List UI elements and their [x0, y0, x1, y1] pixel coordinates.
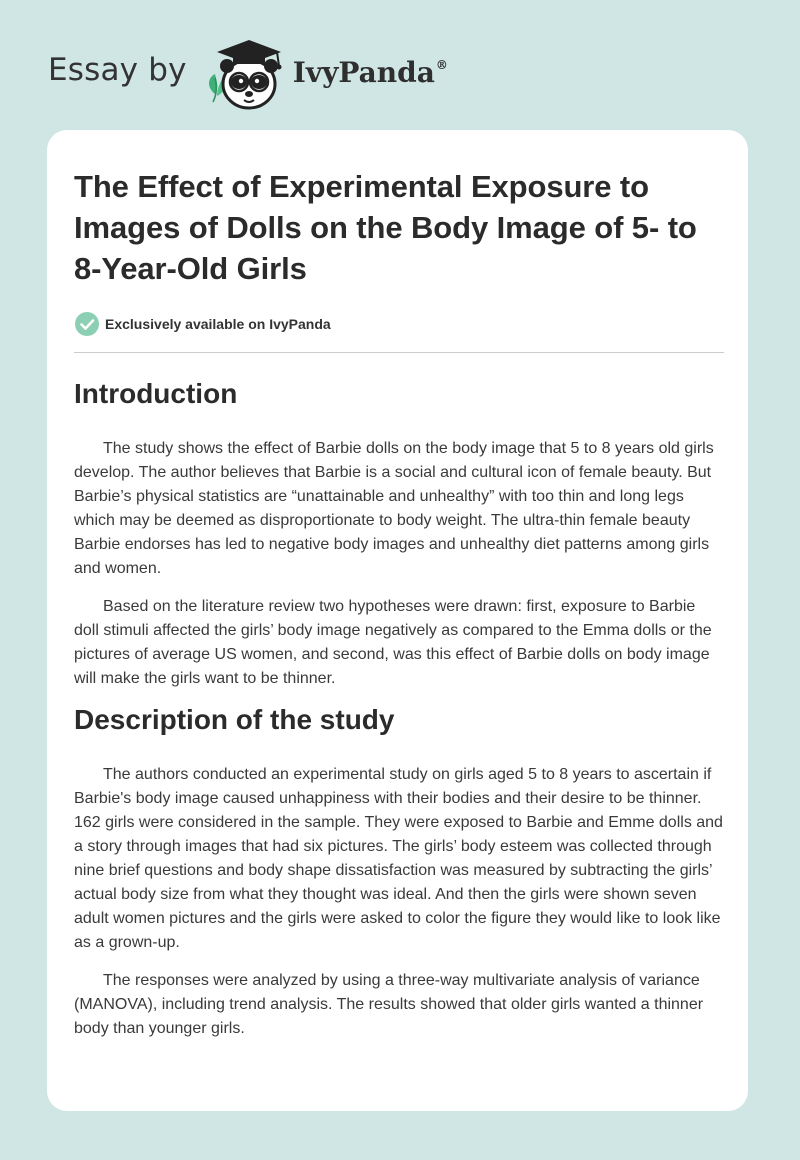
essay-title: The Effect of Experimental Exposure to Images of Dolls on the Body Image of 5- to 8-Year-Old Girls [74, 169, 697, 286]
section-heading: Introduction [74, 378, 238, 409]
check-circle-icon [74, 311, 100, 337]
section-introduction [74, 375, 724, 691]
essay-by-ivypanda-logo[interactable] [48, 34, 448, 112]
paragraph: The authors conducted an experimental study on girls aged 5 to 8 years to ascertain if Barbie's body image caused unhappiness with their bodies and their desire to be thinner. 162 girls were considered in the sample. They were exposed to Barbie and Emme dolls and a story through images that had six pictures. The girls’ body esteem was collected through nine brief questions and body shape dissatisfaction was measured by subtracting the girls’ actual body size from what they thought was ideal. And then the girls were shown seven adult women pictures and the girls were asked to color the figure they would like to look like as a grown-up. [74, 766, 723, 951]
logo-prefix: Essay by [48, 52, 187, 88]
essay-content [74, 166, 724, 1041]
exclusive-badge [74, 310, 724, 338]
panda-graduate-icon [199, 34, 291, 112]
paragraph: The responses were analyzed by using a three-way multivariate analysis of variance (MANOVA), including trend analysis. The results showed that older girls wanted a thinner body than younger girls. [74, 972, 704, 1037]
paragraph: Based on the literature review two hypotheses were drawn: first, exposure to Barbie doll stimuli affected the girls’ body image negatively as compared to the Emma dolls or the pictures of average US women, and second, was this effect of Barbie dolls on body image will make the girls want to be thinner. [74, 598, 712, 687]
logo-brand: IvyPanda® [292, 55, 448, 89]
exclusive-badge-text: Exclusively available on IvyPanda [105, 316, 331, 332]
section-description-of-the-study [74, 701, 724, 1041]
section-heading: Description of the study [74, 704, 395, 735]
essay-card [47, 130, 748, 1111]
paragraph: The study shows the effect of Barbie dolls on the body image that 5 to 8 years old girls develop. The author believes that Barbie is a social and cultural icon of female beauty. But Barbie’s physical statistics are “unattainable and unhealthy” with too thin and long legs which may be deemed as disproportionate to body weight. The ultra-thin female beauty Barbie endorses has led to negative body images and unhealthy diet patterns among girls and women. [74, 440, 714, 577]
title-divider [74, 352, 724, 353]
